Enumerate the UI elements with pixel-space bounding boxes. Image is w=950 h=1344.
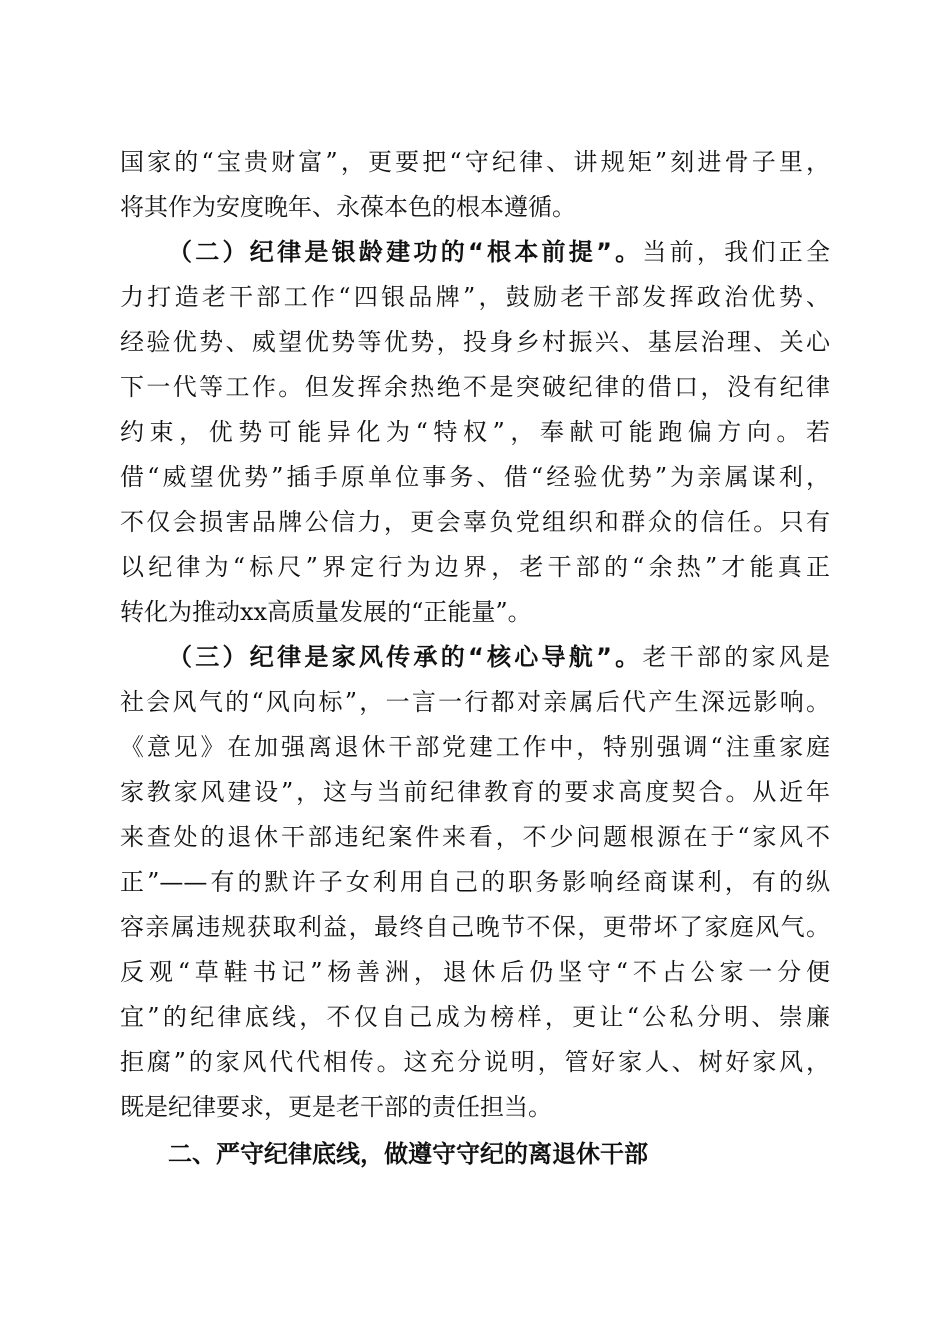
text-line: 正”——有的默许子女利用自己的职务影响经商谋利，有的纵 bbox=[120, 868, 830, 896]
text-line: 家教家风建设”，这与当前纪律教育的要求高度契合。从近年 bbox=[120, 778, 830, 806]
section-lead: （三）纪律是家风传承的“核心导航”。 bbox=[168, 643, 643, 671]
text-line: 既是纪律要求，更是老干部的责任担当。 bbox=[120, 1093, 552, 1121]
text-line: 社会风气的“风向标”，一言一行都对亲属后代产生深远影响。 bbox=[120, 688, 830, 716]
text-line: 下一代等工作。但发挥余热绝不是突破纪律的借口，没有纪律 bbox=[120, 373, 830, 401]
text-line: 力打造老干部工作“四银品牌”，鼓励老干部发挥政治优势、 bbox=[120, 283, 830, 311]
section-heading: 二、严守纪律底线，做遵守守纪的离退休干部 bbox=[168, 1140, 648, 1168]
text-fragment: 老干部的家风是 bbox=[642, 643, 830, 671]
text-line: 容亲属违规获取利益，最终自己晚节不保，更带坏了家庭风气。 bbox=[120, 913, 830, 941]
text-line: 将其作为安度晚年、永葆本色的根本遵循。 bbox=[120, 193, 576, 221]
text-line: 宜”的纪律底线，不仅自己成为榜样，更让“公私分明、崇廉 bbox=[120, 1003, 830, 1031]
text-line: 反观“草鞋书记”杨善洲，退休后仍坚守“不占公家一分便 bbox=[120, 958, 830, 986]
text-line: 来查处的退休干部违纪案件来看，不少问题根源在于“家风不 bbox=[120, 823, 830, 851]
paragraph-3 bbox=[120, 635, 830, 1130]
paragraph-2 bbox=[120, 230, 830, 635]
text-line bbox=[120, 230, 830, 275]
text-line: 转化为推动xx高质量发展的“正能量”。 bbox=[120, 598, 532, 626]
text-line: 拒腐”的家风代代相传。这充分说明，管好家人、树好家风， bbox=[120, 1048, 830, 1076]
text-line: 《意见》在加强离退休干部党建工作中，特别强调“注重家庭 bbox=[120, 733, 830, 761]
text-line bbox=[120, 635, 830, 680]
text-line: 不仅会损害品牌公信力，更会辜负党组织和群众的信任。只有 bbox=[120, 508, 830, 536]
text-line: 经验优势、威望优势等优势，投身乡村振兴、基层治理、关心 bbox=[120, 328, 830, 356]
text-line: 国家的“宝贵财富”，更要把“守纪律、讲规矩”刻进骨子里， bbox=[120, 148, 830, 176]
text-line: 约束，优势可能异化为“特权”，奉献可能跑偏方向。若 bbox=[120, 418, 830, 446]
section-lead: （二）纪律是银龄建功的“根本前提”。 bbox=[168, 238, 643, 266]
text-fragment: 当前，我们正全 bbox=[642, 238, 830, 266]
paragraph-1 bbox=[120, 140, 830, 230]
document-body bbox=[120, 140, 830, 1177]
text-line: 借“威望优势”插手原单位事务、借“经验优势”为亲属谋利， bbox=[120, 463, 830, 491]
text-line: 以纪律为“标尺”界定行为边界，老干部的“余热”才能真正 bbox=[120, 553, 830, 581]
